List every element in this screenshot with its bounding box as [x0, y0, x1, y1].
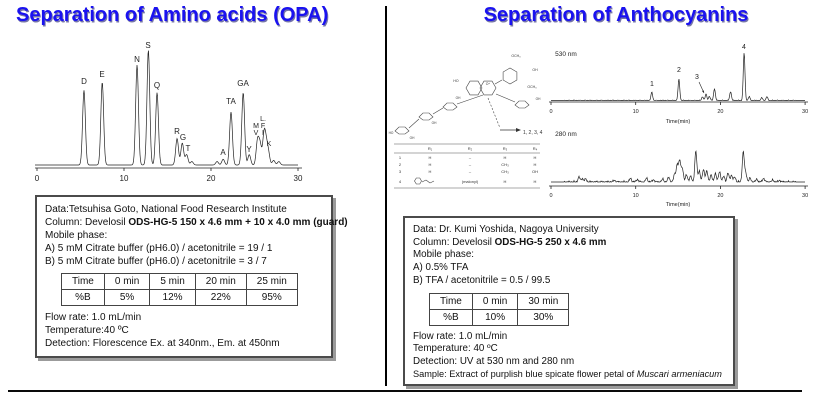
data-source-line: Data:Tetsuhisa Goto, National Food Research Institute	[45, 204, 287, 215]
peak-label: Q	[153, 81, 161, 90]
chromatogram-280nm	[546, 127, 818, 209]
gradient-row	[430, 309, 569, 325]
gradient-cell: 30%	[518, 309, 569, 325]
gradient-cell: 5%	[104, 290, 149, 306]
r-table-header: R₃	[502, 146, 508, 151]
chromatogram-trace	[551, 151, 805, 182]
peak-label: R	[174, 127, 180, 136]
x-tick-label: 30	[802, 193, 809, 199]
bond	[430, 181, 434, 183]
peak-label: Time(min)	[665, 202, 691, 208]
structure-label: OH	[409, 136, 415, 140]
sample-line: Sample: Extract of purplish blue spicate flower petal of Muscari armeniacum	[413, 368, 722, 379]
structure-label: O⁺	[485, 82, 491, 86]
arrowhead	[516, 128, 521, 132]
ring	[415, 178, 422, 184]
structure-label: HO	[388, 131, 394, 135]
gradient-cell: 10%	[472, 309, 517, 325]
leader-line	[488, 98, 500, 128]
r-table-header: R₂	[467, 146, 473, 151]
peak-label: Y	[246, 145, 252, 154]
gradient-row	[62, 274, 298, 290]
bottom-rule	[8, 390, 802, 392]
x-tick-label: 20	[206, 174, 216, 183]
temperature-line: Temperature: 40 ºC	[413, 343, 498, 355]
gradient-cell: %B	[430, 309, 473, 325]
detection-line: Detection: Florescence Ex. at 340nm., Em. at 450nm	[45, 338, 280, 349]
bond	[409, 119, 419, 128]
gradient-cell: 95%	[246, 290, 297, 306]
structure-label: 1, 2, 3, 4	[523, 130, 543, 136]
gradient-table	[61, 273, 298, 306]
mobile-phase-label: Mobile phase:	[45, 230, 108, 241]
r-table-cell: 3	[398, 169, 402, 174]
gradient-cell: 25 min	[246, 274, 297, 290]
peak-label: A	[220, 148, 226, 157]
bond	[433, 108, 443, 114]
gradient-cell: Time	[430, 293, 473, 309]
gradient-cell: 12%	[150, 290, 195, 306]
peak-label: 3	[695, 74, 699, 81]
structure-label: OH	[455, 96, 461, 100]
r-table-cell: H	[533, 162, 537, 167]
peak-label: 2	[677, 67, 681, 74]
ring	[503, 68, 517, 84]
bond	[457, 95, 483, 104]
peak-label: Time(min)	[665, 119, 691, 125]
anthocyanin-structure	[388, 44, 546, 194]
x-tick-label: 0	[549, 193, 553, 199]
peak-label: 280 nm	[555, 131, 577, 138]
phase-b-line: B) 5 mM Citrate buffer (pH6.0) / acetonitrile = 3 / 7	[45, 256, 267, 267]
chromatogram-trace	[35, 51, 298, 165]
data-source-line: Data: Dr. Kumi Yoshida, Nagoya University	[413, 224, 599, 235]
phase-a-line: A) 5 mM Citrate buffer (pH6.0) / acetonitrile = 19 / 1	[45, 243, 273, 254]
x-tick-label: 0	[34, 174, 40, 183]
peak-label: 530 nm	[555, 51, 577, 58]
peak-label: L.	[260, 116, 266, 123]
r-table-cell: –	[468, 162, 472, 167]
x-tick-label: 30	[802, 109, 809, 115]
gradient-cell: 30 min	[518, 293, 569, 309]
ring	[466, 81, 482, 95]
r-table-cell: H	[503, 155, 507, 160]
x-tick-label: 0	[549, 109, 553, 115]
anthocyanin-info-box	[403, 216, 735, 386]
peak-label: F	[260, 123, 266, 130]
r-table-cell: H	[428, 162, 432, 167]
detection-line: Detection: UV at 530 nm and 280 nm	[413, 356, 575, 368]
bond	[426, 180, 430, 183]
peak-label: V	[253, 130, 259, 137]
amino-info-box	[35, 195, 348, 358]
r-table-cell: H	[428, 155, 432, 160]
chromatogram-trace	[551, 53, 805, 100]
sugar-ring	[443, 103, 457, 110]
peak-label: D	[81, 77, 87, 86]
chromatogram-530nm	[546, 42, 816, 128]
gradient-cell: 22%	[195, 290, 246, 306]
peak-label: K	[266, 141, 272, 148]
r-table-cell: H	[428, 169, 432, 174]
r-table-header: R₁	[427, 146, 433, 151]
x-tick-label: 20	[717, 109, 724, 115]
r-table-cell: (malonyl)	[461, 179, 479, 184]
sugar-ring	[515, 101, 529, 108]
structure-label: OCH₃	[511, 54, 521, 58]
r-table-cell: H	[533, 155, 537, 160]
peak-label: E	[99, 70, 105, 79]
peak-label: T	[185, 144, 191, 153]
structure-label: OCH₃	[527, 85, 537, 89]
r-table-cell: H	[503, 179, 507, 184]
right-panel-title: Separation of Anthocyanins	[483, 4, 749, 26]
peak-label: GA	[237, 79, 249, 88]
gradient-row	[62, 290, 298, 306]
peak-label: I	[262, 130, 264, 137]
r-table-cell: OH	[532, 169, 538, 174]
sugar-ring	[419, 113, 433, 120]
amino-acid-chromatogram	[30, 40, 320, 190]
bond	[495, 80, 502, 84]
gradient-cell: 5 min	[150, 274, 195, 290]
x-tick-label: 10	[632, 193, 639, 199]
r-table-header: R₄	[532, 146, 538, 151]
gradient-cell: Time	[62, 274, 105, 290]
gradient-cell: %B	[62, 290, 105, 306]
r-table-cell: 4	[398, 179, 402, 184]
column-line: Column: Develosil ODS-HG-5 250 x 4.6 mm	[413, 236, 607, 248]
gradient-row	[430, 293, 569, 309]
r-table-cell: CH₃	[501, 162, 509, 167]
mobile-phase-label: Mobile phase:	[413, 249, 474, 261]
x-tick-label: 10	[119, 174, 129, 183]
r-table-cell: 2	[398, 162, 402, 167]
gradient-table	[429, 293, 569, 326]
r-table-cell: H	[533, 179, 537, 184]
gradient-cell: 0 min	[472, 293, 517, 309]
peak-label: G	[179, 133, 187, 142]
peak-label: S	[145, 41, 151, 50]
phase-a-line: A) 0.5% TFA	[413, 262, 469, 274]
left-panel-title: Separation of Amino acids (OPA)	[16, 4, 329, 26]
x-tick-label: 30	[293, 174, 303, 183]
x-tick-label: 10	[632, 109, 639, 115]
peak-label: M	[253, 123, 259, 130]
gradient-cell: 0 min	[104, 274, 149, 290]
structure-label: HO	[453, 79, 459, 83]
r-table-cell: CH₃	[501, 169, 509, 174]
phase-b-line: B) TFA / acetonitrile = 0.5 / 99.5	[413, 274, 551, 286]
x-tick-label: 20	[717, 193, 724, 199]
gradient-cell: 20 min	[195, 274, 246, 290]
flow-rate-line: Flow rate: 1.0 mL/min	[45, 312, 142, 323]
structure-label: OH	[532, 68, 538, 72]
peak-label: 4	[742, 44, 746, 51]
temperature-line: Temperature:40 ºC	[45, 325, 129, 336]
structure-label: OH	[431, 121, 437, 125]
sugar-ring	[395, 127, 409, 134]
r-table-cell: 1	[398, 155, 402, 160]
r-table-cell: –	[468, 169, 472, 174]
r-table-cell: –	[468, 155, 472, 160]
flow-rate-line: Flow rate: 1.0 mL/min	[413, 330, 508, 342]
structure-label: OH	[535, 97, 541, 101]
vertical-divider	[385, 6, 387, 386]
peak-label: N	[134, 55, 140, 64]
bond	[496, 94, 515, 102]
peak-label: TA	[226, 97, 236, 106]
bond	[422, 180, 426, 182]
column-line: Column: Develosil ODS-HG-5 150 x 4.6 mm + 10 x 4.0 mm (guard)	[45, 217, 348, 228]
peak-label: 1	[650, 81, 654, 88]
